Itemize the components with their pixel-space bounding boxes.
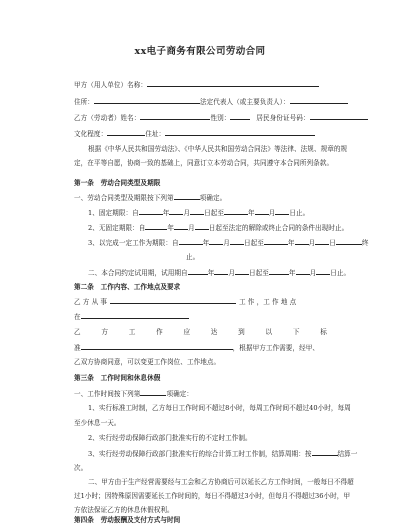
- task-end-field[interactable]: [336, 238, 362, 245]
- open-start-day[interactable]: [195, 223, 209, 230]
- fixed-start-day[interactable]: [190, 208, 204, 215]
- party-a-label: 甲方（用人单位）名称：: [74, 81, 148, 89]
- probation-start-day[interactable]: [235, 268, 249, 275]
- address-label: 住所：: [74, 98, 94, 106]
- document-title: xx电子商务有限公司劳动合同: [134, 46, 266, 57]
- article-3-line-1: 一、工作时间按下列第 项确定：: [74, 390, 194, 398]
- probation-end-year[interactable]: [269, 268, 289, 275]
- party-b-line: [74, 113, 368, 122]
- article-3-line-5: 3、实行经劳动保障行政部门批准实行的综合计算工时工作制，结算周期：按 结算一: [88, 450, 358, 458]
- article-1-line-5: 止。: [186, 253, 200, 261]
- article-2-line-4: 准 ，根据甲方工作需要，经甲、: [74, 344, 320, 352]
- address-field[interactable]: [94, 97, 200, 104]
- open-start-year[interactable]: [145, 223, 167, 230]
- party-a-line: [74, 80, 319, 89]
- article-3-heading: 第三条 工作时间和休息休假: [74, 374, 161, 382]
- party-a-name-field[interactable]: [147, 80, 319, 87]
- work-hours-type-field[interactable]: [140, 389, 166, 396]
- address-line: [74, 97, 348, 106]
- probation-end-month[interactable]: [296, 268, 310, 275]
- fixed-start-month[interactable]: [169, 208, 183, 215]
- education-field[interactable]: [107, 129, 145, 136]
- article-2-heading: 第二条 工作内容、工作地点及要求: [74, 283, 181, 291]
- probation-end-day[interactable]: [316, 268, 330, 275]
- article-3-line-7: 二、甲方由于生产经营需要经与工会和乙方协商后可以延长乙方工作时间，一般每日不得超: [88, 478, 354, 486]
- legal-rep-label: 法定代表人（或主要负责人）：: [199, 98, 290, 106]
- legal-rep-field[interactable]: [290, 97, 348, 104]
- task-start-year[interactable]: [179, 238, 203, 245]
- task-end-day[interactable]: [315, 238, 329, 245]
- article-3-line-9: 方依法保证乙方的休息休假权利。: [74, 506, 174, 514]
- article-3-line-8: 过1小时；因特殊原因需要延长工作时间的，每日不得超过3小时，但每月不得超过36小时，甲: [74, 492, 351, 500]
- task-end-month[interactable]: [295, 238, 309, 245]
- contract-type-field[interactable]: [174, 193, 200, 200]
- article-1-line-1: 一、劳动合同类型及期限按下列第 项确定。: [74, 194, 227, 202]
- task-end-year[interactable]: [264, 238, 288, 245]
- fixed-end-day[interactable]: [275, 208, 289, 215]
- probation-start-year[interactable]: [188, 268, 208, 275]
- work-standard-field[interactable]: [81, 343, 233, 350]
- article-2-line-1: 乙 方 从 事 工 作 ，工 作 地 点: [74, 298, 297, 306]
- home-label: 住址：: [145, 130, 166, 138]
- article-1-line-6: 二、本合同约定试用期，试用期自 年 月 日起至 年 月 日止。: [88, 269, 351, 277]
- open-start-month[interactable]: [174, 223, 188, 230]
- article-3-line-4: 2、实行经劳动保障行政部门批准实行的不定时工作制。: [88, 434, 252, 442]
- id-label: 居民身份证号码：: [256, 114, 310, 122]
- article-3-line-6: 次。: [74, 464, 88, 472]
- article-2-line-5: 乙双方协商同意，可以变更工作岗位、工作地点。: [74, 358, 221, 366]
- fixed-end-year[interactable]: [224, 208, 248, 215]
- party-b-label: 乙方（劳动者）姓名：: [74, 114, 141, 122]
- education-label: 文化程度：: [74, 130, 108, 138]
- probation-start-month[interactable]: [214, 268, 228, 275]
- article-1-line-3: 2、无固定期限：自 年 月 日起至法定的解除或终止合同的条件出现时止。: [88, 224, 349, 232]
- task-start-month[interactable]: [209, 238, 223, 245]
- fixed-end-month[interactable]: [255, 208, 269, 215]
- article-1-heading: 第一条 劳动合同类型及期限: [74, 179, 161, 187]
- intro-line-2: 定，在平等自愿，协商一致的基础上，同意订立本劳动合同，共同遵守本合同所列条款。: [74, 159, 334, 167]
- gender-field[interactable]: [230, 113, 250, 120]
- education-line: [74, 129, 315, 138]
- article-3-line-2: 1、实行标准工时制，乙方每日工作时间不超过8小时，每周工作时间不超过40小时，每周: [88, 404, 351, 412]
- job-title-field[interactable]: [110, 297, 236, 304]
- article-3-line-3: 至少休息一天。: [74, 419, 121, 427]
- intro-line-1: 根据《中华人民共和国劳动法》、《中华人民共和国劳动合同法》等法律、法规、规章的规: [88, 145, 348, 153]
- party-b-name-field[interactable]: [140, 113, 210, 120]
- article-4-heading: 第四条 劳动报酬及支付方式与时间: [74, 516, 181, 524]
- id-number-field[interactable]: [310, 113, 368, 120]
- article-2-line-3: 乙 方 工 作 应 达 到 以 下 标: [74, 328, 327, 336]
- task-start-day[interactable]: [230, 238, 244, 245]
- article-1-line-2: 1、固定期限：自 年 月 日起至 年 月 日止。: [88, 209, 310, 217]
- article-2-line-2: 在: [74, 312, 189, 321]
- article-1-line-4: 3、以完成一定工作为期限：自 年 月 日起至 年 月 日 终: [88, 239, 369, 247]
- fixed-start-year[interactable]: [139, 208, 163, 215]
- settlement-period-field[interactable]: [312, 449, 338, 456]
- gender-label: 性别：: [210, 114, 231, 122]
- home-address-field[interactable]: [165, 129, 315, 136]
- work-location-field[interactable]: [81, 312, 189, 319]
